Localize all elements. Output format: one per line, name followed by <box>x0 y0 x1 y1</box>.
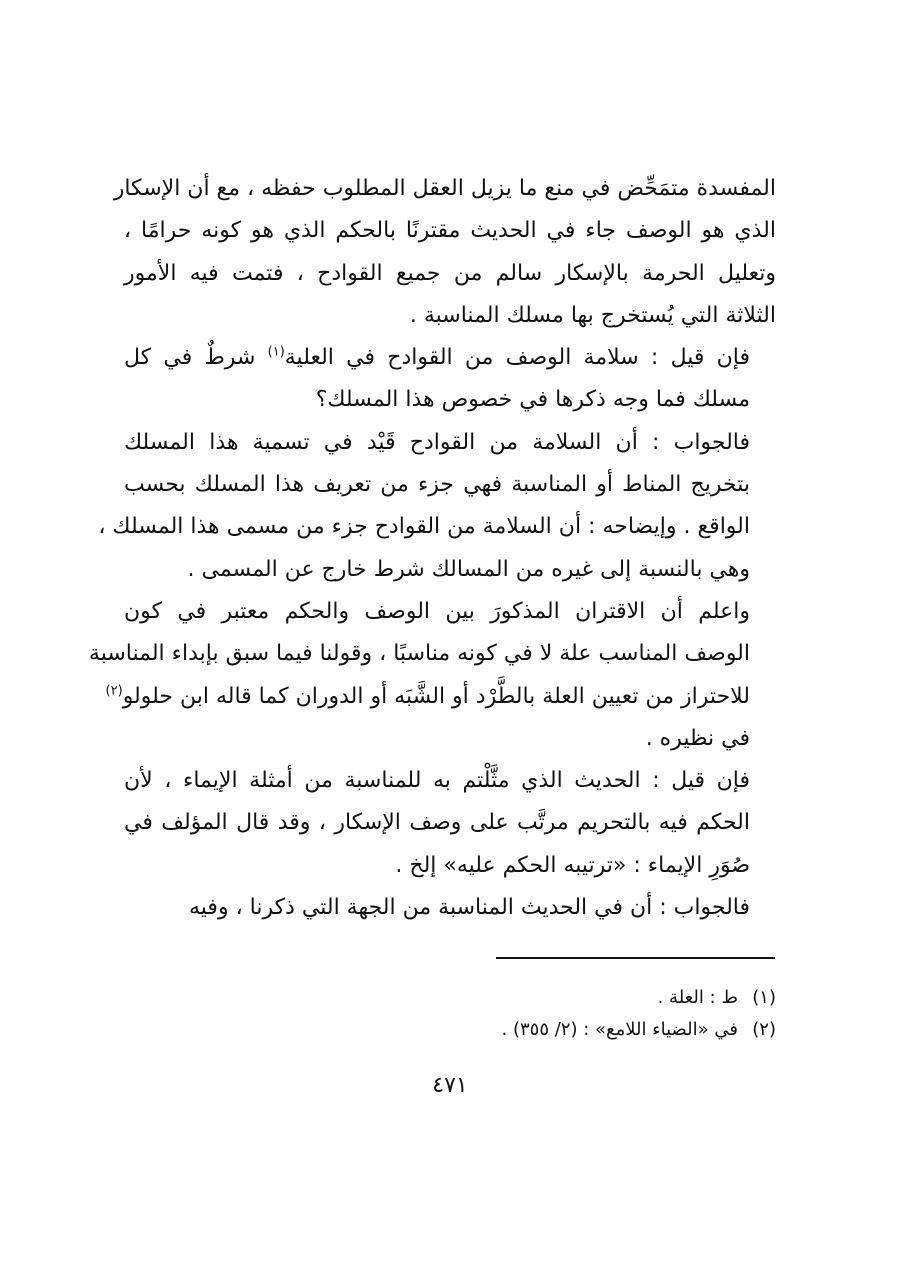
footnote-marker[interactable]: (١) <box>267 344 285 360</box>
page-number: ٤٧١ <box>432 1073 468 1098</box>
footnote-number: (١) <box>752 987 776 1008</box>
main-text <box>88 168 776 929</box>
text-line: فالجواب : أن السلامة من القوادح قَيْد في تسمية هذا المسلك <box>124 429 750 455</box>
text-line: فالجواب : أن في الحديث المناسبة من الجهة التي ذكرنا ، وفيه <box>189 895 750 921</box>
line-text: شرطٌ في كل <box>124 345 268 371</box>
footnote-marker[interactable]: (٢) <box>105 683 123 699</box>
footnote-text: في «الضياء اللامع» : (٢/ ٣٥٥) . <box>501 1019 738 1040</box>
footnote-text: ط : العلة . <box>657 987 738 1008</box>
footnote-separator <box>496 957 775 959</box>
text-line: الوصف المناسب علة لا في كونه مناسبًا ، وقولنا فيما سبق بإبداء المناسبة <box>88 641 750 667</box>
line-text: فإن قيل : سلامة الوصف من القوادح في العلية <box>284 345 750 371</box>
footnote <box>124 982 776 1014</box>
text-line: فإن قيل : الحديث الذي مثَّلْتم به للمناسبة من أمثلة الإيماء ، لأن <box>124 768 750 794</box>
text-line: في نظيره . <box>645 725 750 751</box>
paragraph <box>124 760 776 887</box>
text-line <box>105 676 776 718</box>
text-line: الذي هو الوصف جاء في الحديث مقترنًا بالحكم الذي هو كونه حرامًا ، <box>124 218 776 244</box>
text-line: واعلم أن الاقتران المذكورَ بين الوصف والحكم معتبر في كون <box>124 598 750 624</box>
text-line: الحكم فيه بالتحريم مرتَّب على وصف الإسكار ، وقد قال المؤلف في <box>124 810 750 836</box>
text-line: الواقع . وإيضاحه : أن السلامة من القوادح جزء من مسمى هذا المسلك ، <box>98 514 750 540</box>
footnote <box>124 1014 776 1046</box>
footnote-number: (٢) <box>752 1019 776 1040</box>
line-text: للاحتراز من تعيين العلة بالطَّرْد أو الشَّبَه أو الدوران كما قاله ابن حلولو <box>122 683 750 709</box>
text-line <box>124 337 776 379</box>
text-line: وهي بالنسبة إلى غيره من المسالك شرط خارج عن المسمى . <box>187 556 750 582</box>
text-line: مسلك فما وجه ذكرها في خصوص هذا المسلك؟ <box>315 387 750 413</box>
text-line: صُوَرِ الإيماء : «ترتيبه الحكم عليه» إلخ . <box>395 852 750 878</box>
paragraph <box>113 168 776 337</box>
paragraph <box>124 337 776 422</box>
text-line: وتعليل الحرمة بالإسكار سالم من جميع القوادح ، فتمت فيه الأمور <box>124 260 776 286</box>
text-line: المفسدة متمَحِّض في منع ما يزيل العقل المطلوب حفظه ، مع أن الإسكار <box>113 176 776 201</box>
paragraph <box>98 422 776 591</box>
text-line: الثلاثة التي يُستخرج بها مسلك المناسبة . <box>409 302 776 328</box>
paragraph <box>88 591 776 760</box>
paragraph <box>124 887 776 929</box>
footnotes <box>124 982 776 1046</box>
text-line: بتخريج المناط أو المناسبة فهي جزء من تعريف هذا المسلك بحسب <box>124 472 750 498</box>
